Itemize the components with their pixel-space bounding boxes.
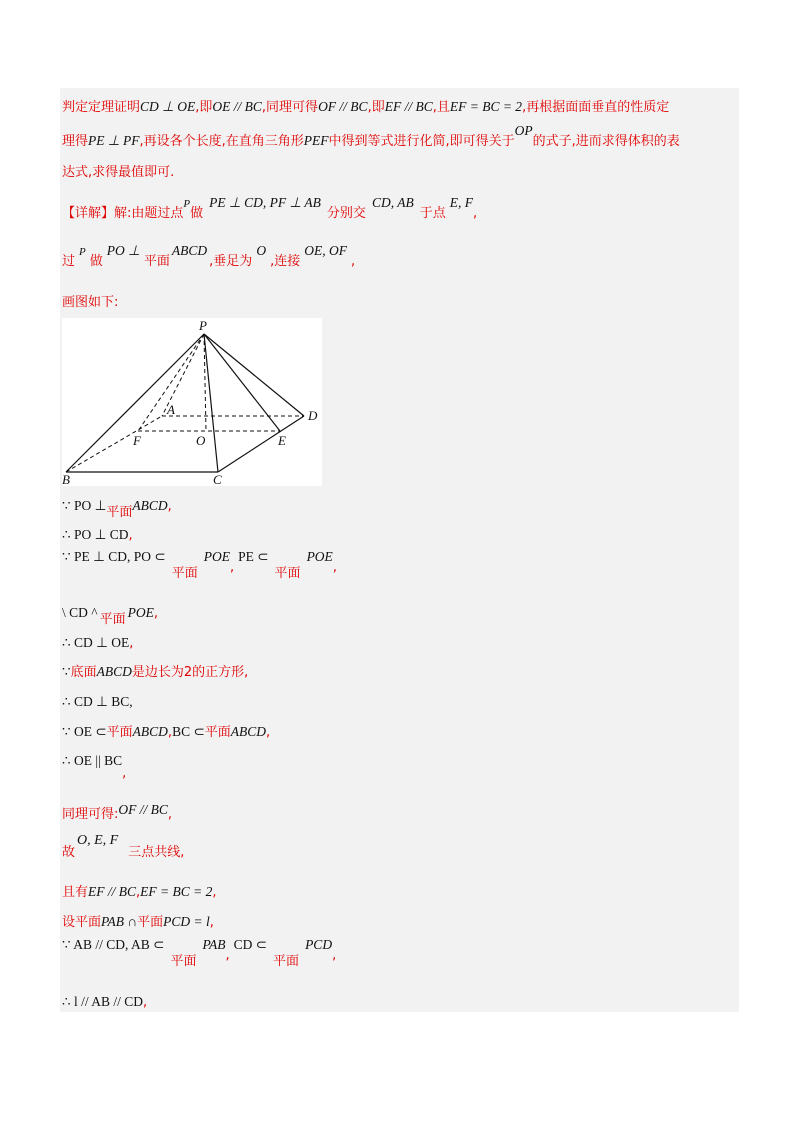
step-9 [62, 752, 127, 781]
math: PE ⊥ CD, PF ⊥ AB [209, 195, 321, 210]
text: 于点 [419, 206, 446, 221]
text: , [136, 885, 141, 900]
text: ,即 [195, 100, 213, 115]
math: ∵ PE ⊥ CD, PO ⊂ [62, 549, 166, 564]
math: ∴ l // AB // CD [62, 994, 143, 1009]
step-13 [62, 913, 214, 932]
math: \ CD ^ [62, 605, 98, 620]
text: 做 [190, 206, 204, 221]
math: PE ⊂ [238, 549, 269, 564]
math: POE [127, 605, 154, 620]
text: 达式,求得最值即可. [62, 165, 175, 180]
text: ,再根据面面垂直的性质定 [522, 100, 670, 115]
text: 是边长为2的正方形, [131, 665, 249, 680]
text: 平面 [106, 505, 133, 520]
math: EF = BC = 2 [449, 99, 523, 114]
math: CD ⊂ [233, 937, 268, 952]
text: 画图如下: [62, 295, 119, 310]
edge-CD [218, 416, 304, 472]
text: 中得到等式进行化简,即可得关于 [328, 134, 515, 149]
math: ∴ OE || BC [62, 753, 123, 768]
text: ,同理可得 [261, 100, 319, 115]
text: , [153, 606, 158, 621]
text: , [266, 725, 271, 740]
text-line-4 [62, 195, 478, 223]
math: POE [306, 549, 333, 564]
label-C: C [213, 472, 222, 486]
text-line-5 [62, 243, 356, 271]
text: 平面 [170, 954, 197, 969]
step-8 [62, 723, 270, 742]
text-line-3 [62, 164, 174, 182]
label-F: F [133, 433, 141, 448]
label-B: B [62, 472, 70, 486]
text: 判定定理证明 [62, 100, 141, 115]
math: ABCD [171, 243, 208, 258]
text: , [142, 995, 148, 1010]
edge-PD [204, 334, 304, 416]
math: ∴ CD ⊥ OE [62, 635, 130, 650]
pyramid-figure [62, 318, 322, 486]
step-6 [62, 663, 248, 682]
detail-heading: 【详解】 [62, 206, 115, 221]
step-12 [62, 883, 217, 902]
text: 理得 [62, 134, 89, 149]
text: , [167, 725, 173, 740]
text: , [332, 560, 337, 575]
step-11 [62, 833, 185, 862]
text-line-1 [62, 98, 669, 117]
text-line-2 [62, 123, 680, 151]
text: 平面 [99, 612, 126, 627]
math: EF = BC = 2 [140, 884, 213, 899]
text: , [122, 766, 127, 781]
text: ,即 [367, 100, 385, 115]
math: ∵ AB // CD, AB ⊂ [62, 937, 165, 952]
text: 解:由题过点 [114, 206, 184, 221]
math: PEF [303, 133, 329, 148]
text: 底面 [70, 665, 97, 680]
text: , [229, 560, 235, 575]
math: OP [514, 123, 533, 138]
text: 平面 [106, 725, 133, 740]
math: OE, OF [304, 243, 347, 258]
label-D: D [308, 408, 318, 423]
step-2 [62, 526, 133, 545]
text: , [128, 528, 133, 543]
math: PAB [202, 937, 226, 952]
math: CD ⊥ OE [140, 99, 196, 114]
math: E, F [449, 195, 473, 210]
math: PAB ∩ [101, 914, 138, 929]
text: 平面 [137, 915, 164, 930]
pyramid-diagram [62, 318, 322, 486]
step-4 [62, 604, 158, 627]
text: 同理可得: [62, 807, 119, 822]
text: 做 [89, 254, 103, 269]
step-1 [62, 497, 172, 520]
text: 平面 [204, 725, 231, 740]
text: ,且 [432, 100, 450, 115]
text: 且有 [62, 885, 89, 900]
text: ,再设各个长度,在直角三角形 [139, 134, 304, 149]
text: 的式子,进而求得体积的表 [532, 134, 680, 149]
step-14 [62, 937, 337, 969]
text: , [225, 948, 230, 963]
label-A: A [167, 402, 175, 417]
step-7 [62, 693, 133, 712]
math: O, E, F [77, 833, 119, 848]
step-3 [62, 549, 337, 581]
math: ∵ OE ⊂ [62, 724, 107, 739]
math: ∴ PO ⊥ CD [62, 527, 129, 542]
math: ∵ PO ⊥ [62, 498, 107, 513]
math: P [79, 246, 86, 258]
math: ABCD [96, 664, 132, 679]
math: P [183, 198, 191, 210]
math: OF // BC [318, 99, 368, 114]
text: 过 [62, 254, 76, 269]
text: 故 [62, 845, 76, 860]
math: PO ⊥ [106, 243, 140, 258]
math: POE [203, 549, 230, 564]
text-line-6 [62, 294, 118, 312]
edge-PC [204, 334, 218, 472]
math: O [256, 243, 267, 258]
text: , [332, 948, 337, 963]
text: 分别交 [326, 206, 366, 221]
math: PCD = l [163, 914, 210, 929]
text: 平面 [274, 566, 301, 581]
math: ∴ CD ⊥ BC, [62, 694, 133, 709]
step-10 [62, 802, 173, 824]
math: BC ⊂ [172, 724, 205, 739]
math: ∵ [62, 664, 71, 679]
text: 设平面 [62, 915, 102, 930]
text: ,连接 [270, 254, 301, 269]
text: 三点共线, [128, 845, 185, 860]
math: OF // BC [118, 802, 168, 817]
text: , [472, 206, 478, 221]
math: ABCD [230, 724, 267, 739]
text: 平面 [143, 254, 170, 269]
text: 平面 [273, 954, 300, 969]
text: 平面 [171, 566, 198, 581]
text: , [209, 915, 214, 930]
step-15 [62, 993, 147, 1012]
math: OE // BC [212, 99, 262, 114]
label-E: E [278, 433, 286, 448]
text: ,垂足为 [209, 254, 253, 269]
math: ABCD [132, 724, 168, 739]
math: CD, AB [371, 195, 414, 210]
math: PE ⊥ PF [88, 133, 140, 148]
label-P: P [199, 318, 207, 333]
edge-PB [66, 334, 204, 472]
text: , [129, 636, 134, 651]
label-O: O [196, 433, 206, 448]
step-5 [62, 634, 133, 653]
math: ABCD [132, 498, 168, 513]
text: , [350, 254, 356, 269]
text: , [167, 807, 173, 822]
math: EF // BC [384, 99, 433, 114]
math: EF // BC [88, 884, 137, 899]
math: PCD [305, 937, 333, 952]
text: , [167, 499, 172, 514]
text: , [212, 885, 217, 900]
